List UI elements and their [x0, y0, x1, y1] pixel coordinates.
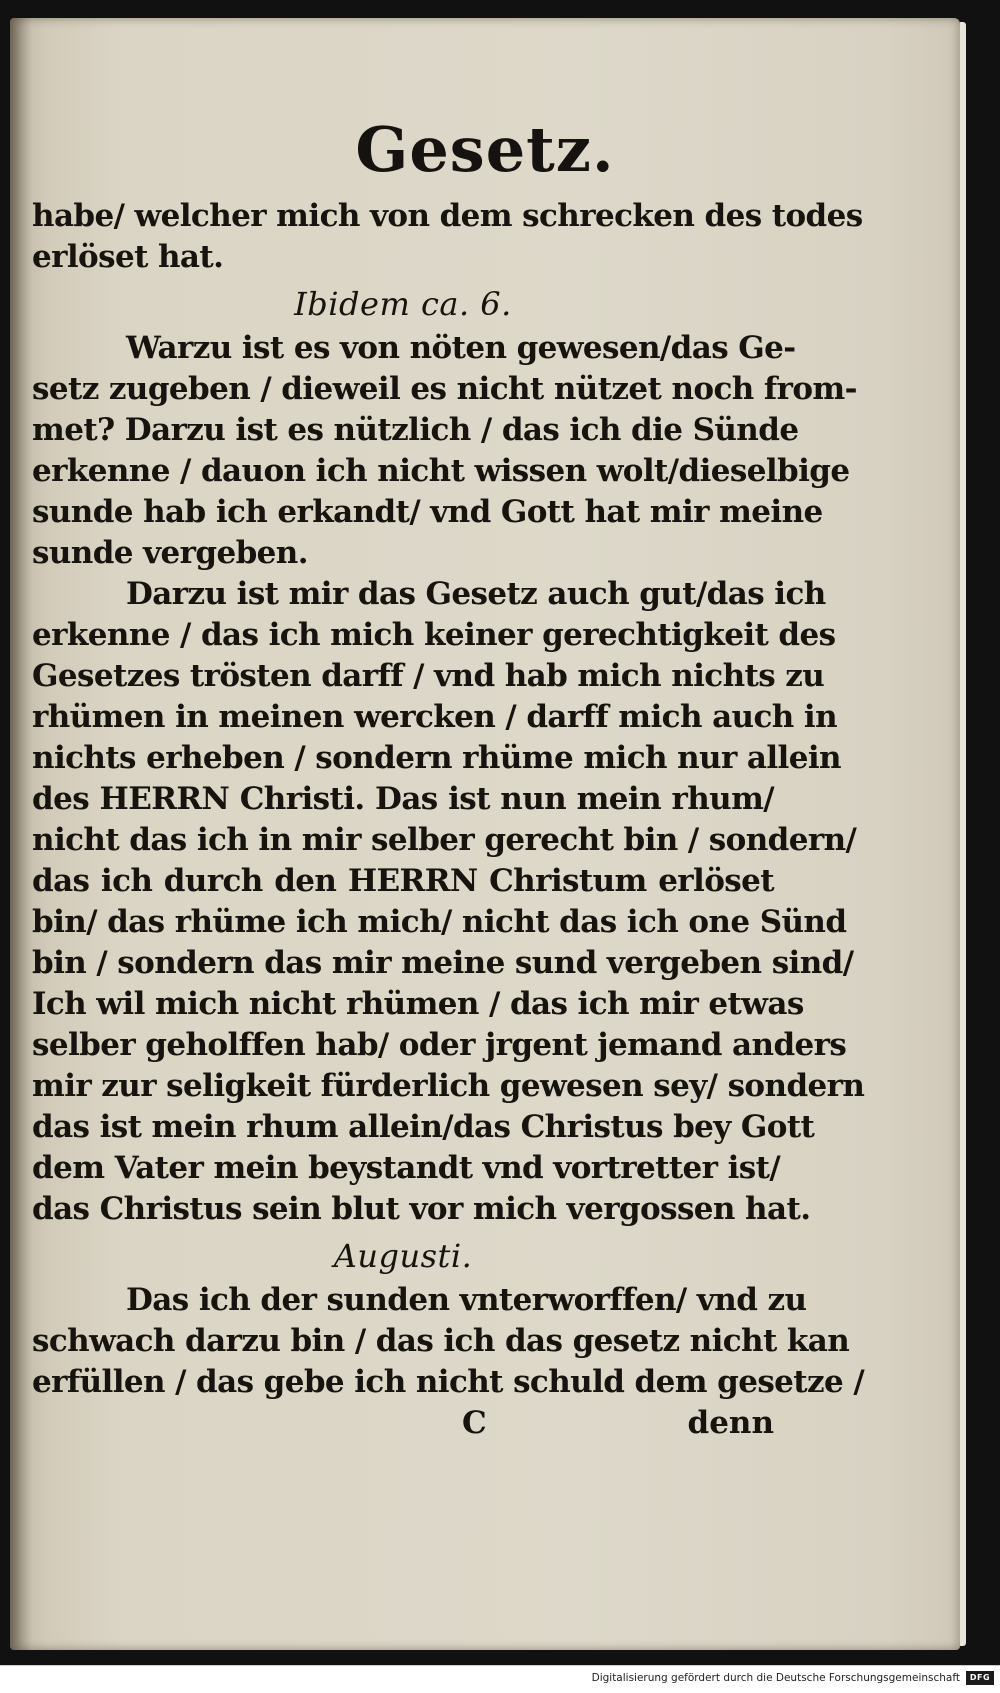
text-line: nichts erheben / sondern rhüme mich nur allein	[32, 740, 841, 776]
catchword: denn	[687, 1405, 774, 1441]
footer-bar	[0, 1665, 1000, 1693]
dfg-logo: DFG	[966, 1671, 994, 1685]
section-heading: Ibidem ca. 6.	[294, 285, 512, 323]
text-line: sunde vergeben.	[32, 535, 308, 571]
text-line: selber geholffen hab/ oder jrgent jemand anders	[32, 1027, 847, 1063]
book-page	[10, 18, 960, 1650]
text-line: Warzu ist es von nöten gewesen/das Ge-	[126, 330, 796, 366]
running-head: Gesetz.	[355, 113, 615, 186]
text-line: nicht das ich in mir selber gerecht bin / sondern/	[32, 822, 857, 858]
text-line: das ist mein rhum allein/das Christus bey Gott	[32, 1109, 815, 1145]
text-line: mir zur seligkeit fürderlich gewesen sey/ sondern	[32, 1068, 865, 1104]
text-line: erkenne / dauon ich nicht wissen wolt/dieselbige	[32, 453, 850, 489]
text-line: das Christus sein blut vor mich vergossen hat.	[32, 1191, 811, 1227]
signature-mark: C	[462, 1405, 487, 1441]
text-line: des HERRN Christi. Das ist nun mein rhum/	[32, 781, 774, 817]
page-gutter-shadow	[10, 18, 32, 1650]
text-line: Das ich der sunden vnterworffen/ vnd zu	[126, 1282, 807, 1318]
body-text	[32, 196, 865, 1444]
text-line: setz zugeben / dieweil es nicht nützet noch from-	[32, 371, 857, 407]
text-line: bin/ das rhüme ich mich/ nicht das ich one Sünd	[32, 904, 847, 940]
text-line: erfüllen / das gebe ich nicht schuld dem gesetze /	[32, 1364, 865, 1400]
page-edge	[960, 22, 966, 1646]
text-line: Gesetzes trösten darff / vnd hab mich nichts zu	[32, 658, 825, 694]
catchline	[32, 1403, 774, 1444]
footer-credit: Digitalisierung gefördert durch die Deutsche Forschungsgemeinschaft	[591, 1672, 960, 1684]
text-line: Ich wil mich nicht rhümen / das ich mir etwas	[32, 986, 804, 1022]
text-line: erkenne / das ich mich keiner gerechtigkeit des	[32, 617, 836, 653]
text-line: das ich durch den HERRN Christum erlöset	[32, 863, 774, 899]
text-line: rhümen in meinen wercken / darff mich auch in	[32, 699, 838, 735]
text-line: sunde hab ich erkandt/ vnd Gott hat mir meine	[32, 494, 823, 530]
text-line: Darzu ist mir das Gesetz auch gut/das ich	[126, 576, 826, 612]
text-line: erlöset hat.	[32, 239, 224, 275]
section-heading: Augusti.	[333, 1237, 473, 1275]
text-line: schwach darzu bin / das ich das gesetz nicht kan	[32, 1323, 850, 1359]
text-line: dem Vater mein beystandt vnd vortretter ist/	[32, 1150, 781, 1186]
text-line: bin / sondern das mir meine sund vergeben sind/	[32, 945, 854, 981]
text-line: habe/ welcher mich von dem schrecken des todes	[32, 198, 863, 234]
text-line: met? Darzu ist es nützlich / das ich die Sünde	[32, 412, 799, 448]
